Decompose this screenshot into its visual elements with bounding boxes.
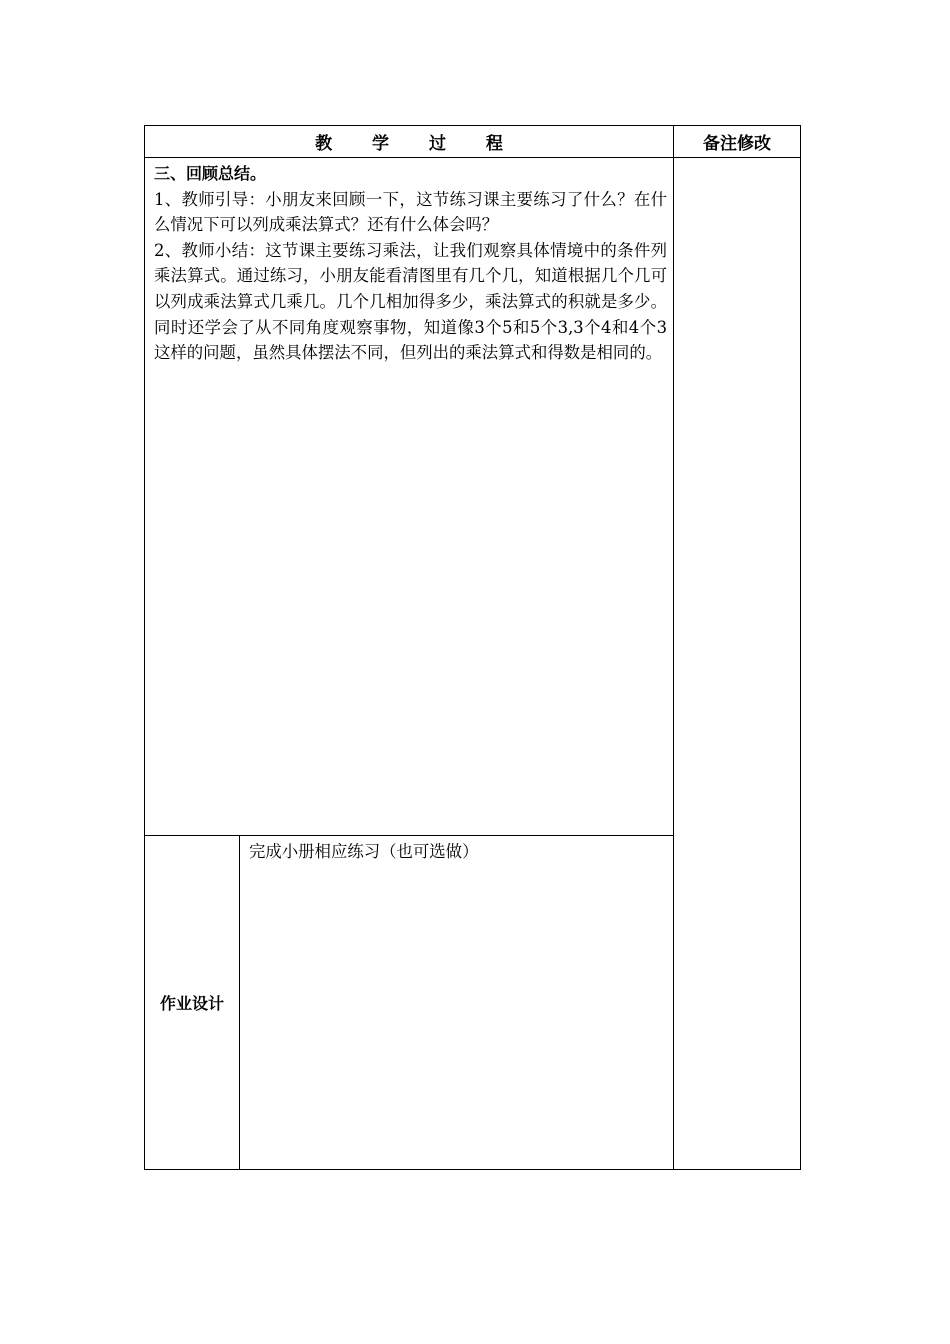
section-heading: 三、回顾总结。 (154, 164, 267, 183)
teaching-process-cell (145, 158, 674, 836)
header-row (145, 126, 801, 158)
lesson-plan-table (144, 125, 801, 1170)
paragraph-teacher-guide: 1、教师引导：小朋友来回顾一下，这节练习课主要练习了什么？在什么情况下可以列成乘法算式？还有什么体会吗？ (154, 189, 667, 235)
notes-revision-header: 备注修改 (674, 126, 801, 158)
paragraph-teacher-summary: 2、教师小结：这节课主要练习乘法，让我们观察具体情境中的条件列乘法算式。通过练习，小朋友能看清图里有几个几，知道根据几个几可以列成乘法算式几乘几。几个几相加得多少，乘法算式的积就是多少。同时还学会了从不同角度观察事物，知道像3个5和5个3,3个4和4个3这样的问题，虽然具体摆法不同，但列出的乘法算式和得数是相同的。 (154, 240, 667, 363)
process-row (145, 158, 801, 836)
teaching-process-header: 教 学 过 程 (145, 126, 674, 158)
notes-revision-cell (674, 158, 801, 1170)
homework-label: 作业设计 (145, 836, 240, 1170)
homework-content: 完成小册相应练习（也可选做） (240, 836, 674, 1170)
